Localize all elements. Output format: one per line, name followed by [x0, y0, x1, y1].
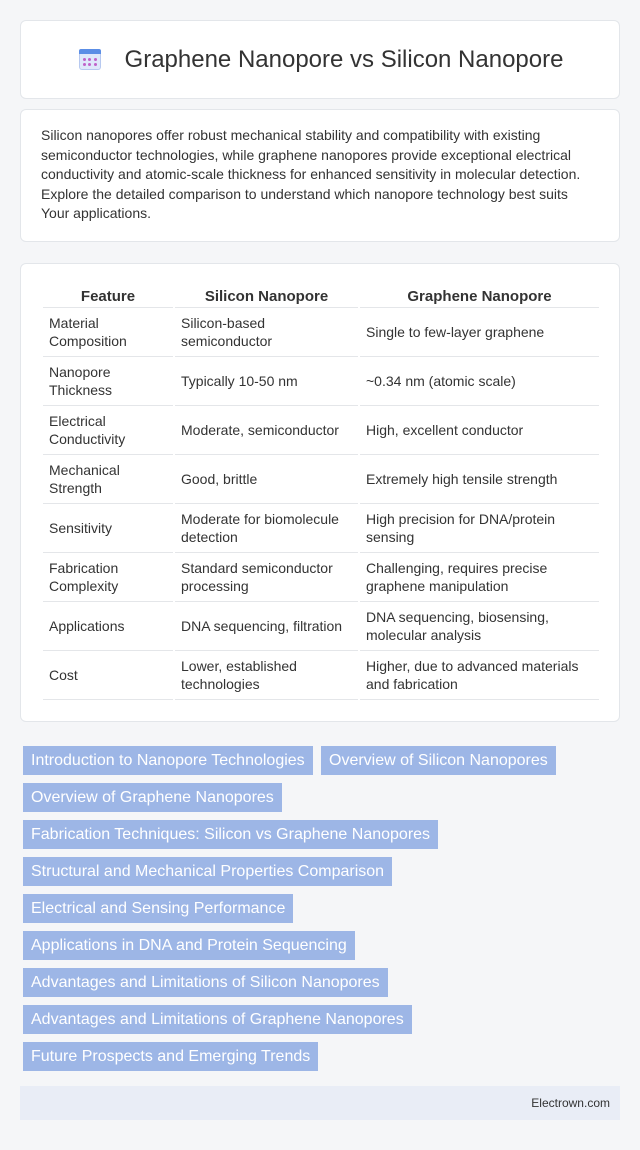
footer	[20, 1086, 620, 1120]
header	[21, 21, 619, 98]
feature-cell: Nanopore Thickness	[43, 357, 174, 406]
feature-cell: Fabrication Complexity	[43, 553, 174, 602]
topic-link-graphene-limitations[interactable]: Advantages and Limitations of Graphene Nanopores	[23, 1005, 412, 1034]
feature-cell: Material Composition	[43, 308, 174, 357]
graphene-cell: DNA sequencing, biosensing, molecular analysis	[359, 602, 599, 651]
feature-cell: Sensitivity	[43, 504, 174, 553]
table-row	[43, 553, 599, 602]
footer-site-link[interactable]: Electrown.com	[531, 1096, 610, 1110]
graphene-cell: Challenging, requires precise graphene manipulation	[359, 553, 599, 602]
intro-card	[20, 109, 620, 242]
comparison-card	[20, 263, 620, 722]
topic-link-electrical[interactable]: Electrical and Sensing Performance	[23, 894, 293, 923]
graphene-cell: Higher, due to advanced materials and fabrication	[359, 651, 599, 700]
topic-link-future[interactable]: Future Prospects and Emerging Trends	[23, 1042, 318, 1071]
table-row	[43, 357, 599, 406]
feature-cell: Cost	[43, 651, 174, 700]
graphene-cell: Extremely high tensile strength	[359, 455, 599, 504]
silicon-cell: Silicon-based semiconductor	[174, 308, 359, 357]
page-title: Graphene Nanopore vs Silicon Nanopore	[124, 45, 564, 73]
header-silicon: Silicon Nanopore	[174, 284, 359, 308]
intro-text: Silicon nanopores offer robust mechanical stability and compatibility with existing semiconductor technologies, while graphene nanopores provide exceptional electrical conductivity and atomic-scale thickness for enhanced sensitivity in molecular detection. Explore the detailed comparison to understand which nanopore technology best suits Your applications.	[41, 127, 581, 222]
silicon-cell: Good, brittle	[174, 455, 359, 504]
table-header-row	[43, 284, 599, 308]
graphene-cell: Single to few-layer graphene	[359, 308, 599, 357]
silicon-cell: Moderate for biomolecule detection	[174, 504, 359, 553]
topic-link-structural[interactable]: Structural and Mechanical Properties Comparison	[23, 857, 392, 886]
table-row	[43, 406, 599, 455]
table-row	[43, 308, 599, 357]
feature-cell: Applications	[43, 602, 174, 651]
topic-link-fabrication[interactable]: Fabrication Techniques: Silicon vs Graphene Nanopores	[23, 820, 438, 849]
table-row	[43, 504, 599, 553]
graphene-cell: High, excellent conductor	[359, 406, 599, 455]
header-graphene: Graphene Nanopore	[359, 284, 599, 308]
silicon-cell: Moderate, semiconductor	[174, 406, 359, 455]
topic-link-graphene-overview[interactable]: Overview of Graphene Nanopores	[23, 783, 282, 812]
header-feature: Feature	[43, 284, 174, 308]
calendar-grid-icon	[77, 47, 103, 73]
silicon-cell: Standard semiconductor processing	[174, 553, 359, 602]
table-row	[43, 651, 599, 700]
feature-cell: Mechanical Strength	[43, 455, 174, 504]
graphene-cell: High precision for DNA/protein sensing	[359, 504, 599, 553]
header-card	[20, 20, 620, 99]
feature-cell: Electrical Conductivity	[43, 406, 174, 455]
silicon-cell: Typically 10-50 nm	[174, 357, 359, 406]
comparison-table	[43, 284, 599, 700]
topic-link-applications[interactable]: Applications in DNA and Protein Sequencing	[23, 931, 355, 960]
topic-link-silicon-overview[interactable]: Overview of Silicon Nanopores	[321, 746, 556, 775]
topic-link-introduction[interactable]: Introduction to Nanopore Technologies	[23, 746, 313, 775]
table-row	[43, 455, 599, 504]
table-row	[43, 602, 599, 651]
topic-link-silicon-limitations[interactable]: Advantages and Limitations of Silicon Nanopores	[23, 968, 388, 997]
silicon-cell: Lower, established technologies	[174, 651, 359, 700]
graphene-cell: ~0.34 nm (atomic scale)	[359, 357, 599, 406]
silicon-cell: DNA sequencing, filtration	[174, 602, 359, 651]
